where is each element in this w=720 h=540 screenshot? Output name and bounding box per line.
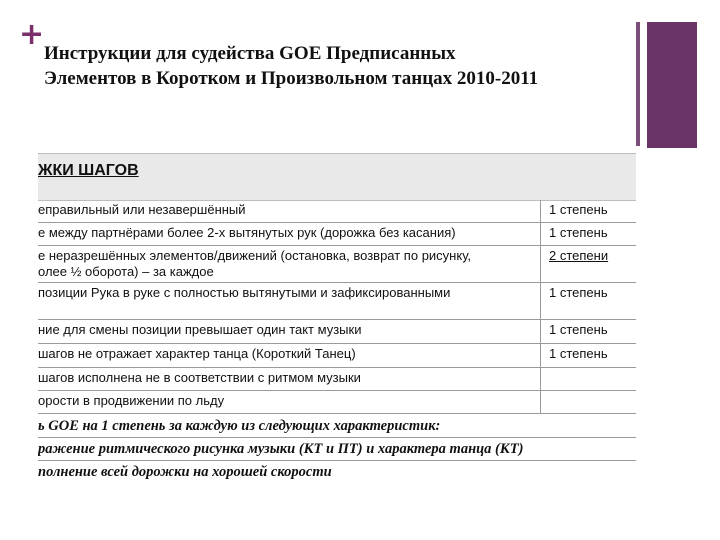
row-degree-cell	[540, 223, 636, 245]
document-header-band	[38, 153, 636, 201]
row-degree: 1 степень	[549, 346, 608, 361]
accent-thin-bar	[636, 22, 640, 146]
goe-bonus-heading: ь GOE на 1 степень за каждую из следующих характеристик:	[38, 415, 636, 438]
table-row	[38, 320, 636, 344]
row-degree-cell	[540, 368, 636, 390]
document-excerpt	[38, 153, 636, 481]
row-description: шагов исполнена не в соответствии с ритмом музыки	[38, 370, 361, 385]
row-description: ние для смены позиции превышает один такт музыки	[38, 322, 362, 337]
slide-title-line-1: Инструкции для судейства GOE Предписанных	[44, 43, 456, 64]
row-description: орости в продвижении по льду	[38, 393, 225, 408]
row-degree-cell	[540, 344, 636, 367]
row-description	[38, 248, 538, 280]
row-degree: 1 степень	[549, 202, 608, 217]
goe-bonus-block	[38, 415, 636, 481]
row-degree: 1 степень	[549, 225, 608, 240]
row-degree-cell	[540, 200, 636, 222]
plus-icon: +	[19, 17, 45, 52]
table-row	[38, 200, 636, 223]
row-degree-cell	[540, 246, 636, 282]
table-row	[38, 223, 636, 246]
row-degree-cell	[540, 283, 636, 319]
row-description-line-1: е неразрешённых элементов/движений (остановка, возврат по рисунку,	[38, 248, 472, 263]
accent-thick-bar	[647, 22, 697, 148]
slide-title-line-2: Элементов в Коротком и Произвольном танцах 2010-2011	[44, 68, 539, 89]
table-row	[38, 368, 636, 391]
row-description: позиции Рука в руке с полностью вытянутыми и зафиксированными	[38, 285, 451, 300]
table-row	[38, 246, 636, 283]
table-row	[38, 344, 636, 368]
row-description-line-2: олее ½ оборота) – за каждое	[38, 264, 214, 279]
row-degree-cell	[540, 320, 636, 343]
row-description: еправильный или незавершённый	[38, 202, 246, 217]
row-degree-cell	[540, 391, 636, 413]
table-row	[38, 283, 636, 320]
row-degree: 1 степень	[549, 285, 608, 300]
row-description: шагов не отражает характер танца (Короткий Танец)	[38, 346, 356, 361]
row-description: е между партнёрами более 2-х вытянутых рук (дорожка без касания)	[38, 225, 456, 240]
slide-title	[44, 41, 624, 91]
document-header: ЖКИ ШАГОВ	[38, 162, 139, 179]
row-degree: 1 степень	[549, 322, 608, 337]
goe-bonus-item: ражение ритмического рисунка музыки (КТ и ПТ) и характера танца (КТ)	[38, 438, 636, 461]
goe-bonus-item: полнение всей дорожки на хорошей скорости	[38, 461, 636, 481]
row-degree: 2 степени	[549, 248, 609, 263]
table-row	[38, 391, 636, 414]
